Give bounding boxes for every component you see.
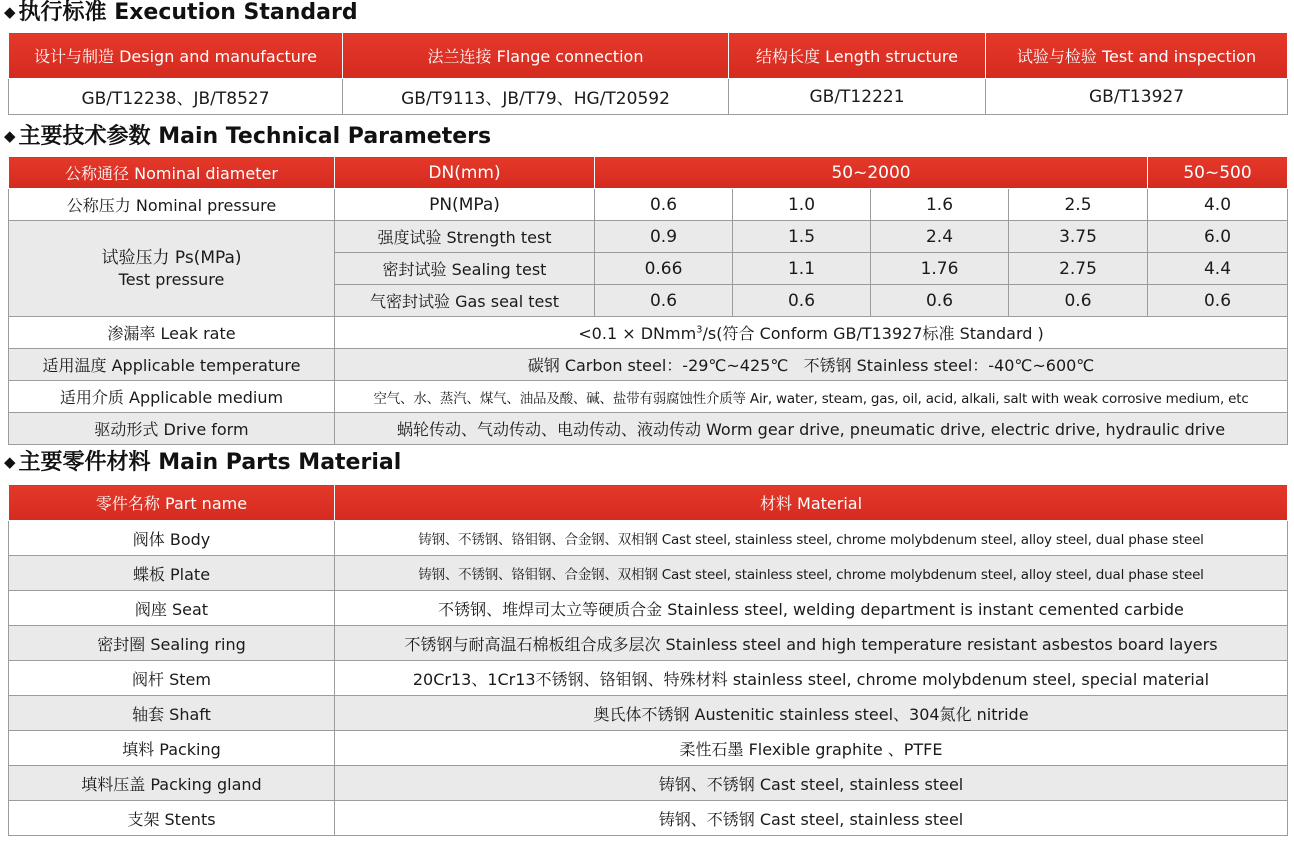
test-pressure-label: 试验压力 Ps(MPa) Test pressure	[9, 221, 335, 317]
execution-value-length: GB/T12221	[729, 79, 986, 115]
medium-label: 适用介质 Applicable medium	[9, 381, 335, 413]
technical-parameters-heading: ◆ 主要技术参数 Main Technical Parameters	[4, 124, 492, 149]
table-row	[9, 661, 1288, 696]
gas-seal-test-value: 0.6	[1148, 285, 1288, 317]
table-row	[9, 556, 1288, 591]
table-row	[9, 731, 1288, 766]
sealing-test-label: 密封试验 Sealing test	[335, 253, 595, 285]
part-material-plate: 铸钢、不锈钢、铬钼钢、合金钢、双相钢 Cast steel, stainless steel, chrome molybdenum steel, alloy steel, dual phase steel	[335, 556, 1288, 591]
leak-rate-value: <0.1 × DNmm$^3$/s(符合 Conform GB/T13927标准 Standard )	[335, 317, 1288, 349]
nominal-pressure-value: 1.6	[871, 189, 1009, 221]
sealing-test-value: 1.76	[871, 253, 1009, 285]
part-name-body: 阀体 Body	[9, 521, 335, 556]
table-row	[9, 766, 1288, 801]
material-header: 材料 Material	[335, 485, 1288, 521]
nominal-pressure-row	[9, 189, 1288, 221]
table-row	[9, 626, 1288, 661]
execution-standard-table	[8, 32, 1288, 115]
technical-parameters-table	[8, 156, 1288, 445]
drive-form-value: 蜗轮传动、气动传动、电动传动、液动传动 Worm gear drive, pneumatic drive, electric drive, hydraulic drive	[335, 413, 1288, 445]
sealing-test-value: 0.66	[595, 253, 733, 285]
part-material-packing-gland: 铸钢、不锈钢 Cast steel, stainless steel	[335, 766, 1288, 801]
nominal-pressure-unit: PN(MPa)	[335, 189, 595, 221]
strength-test-row	[9, 221, 1288, 253]
part-name-packing: 填料 Packing	[9, 731, 335, 766]
execution-header-test: 试验与检验 Test and inspection	[986, 33, 1288, 79]
part-name-plate: 蝶板 Plate	[9, 556, 335, 591]
part-name-stents: 支架 Stents	[9, 801, 335, 836]
nominal-diameter-label: 公称通径 Nominal diameter	[9, 157, 335, 189]
diamond-bullet-icon: ◆	[4, 453, 16, 471]
strength-test-value: 2.4	[871, 221, 1009, 253]
drive-form-label: 驱动形式 Drive form	[9, 413, 335, 445]
nominal-pressure-label: 公称压力 Nominal pressure	[9, 189, 335, 221]
execution-value-row	[9, 79, 1288, 115]
execution-standard-heading: ◆ 执行标准 Execution Standard	[4, 0, 358, 25]
part-material-seat: 不锈钢、堆焊司太立等硬质合金 Stainless steel, welding department is instant cemented carbide	[335, 591, 1288, 626]
temperature-label: 适用温度 Applicable temperature	[9, 349, 335, 381]
execution-header-row	[9, 33, 1288, 79]
nominal-pressure-value: 0.6	[595, 189, 733, 221]
nominal-pressure-value: 2.5	[1009, 189, 1148, 221]
medium-value: 空气、水、蒸汽、煤气、油品及酸、碱、盐带有弱腐蚀性介质等 Air, water, steam, gas, oil, acid, alkali, salt with weak corrosive medium, etc	[335, 381, 1288, 413]
part-material-body: 铸钢、不锈钢、铬钼钢、合金钢、双相钢 Cast steel, stainless steel, chrome molybdenum steel, alloy steel, dual phase steel	[335, 521, 1288, 556]
parts-material-table	[8, 484, 1288, 836]
part-name-sealing-ring: 密封圈 Sealing ring	[9, 626, 335, 661]
table-row	[9, 801, 1288, 836]
drive-form-row	[9, 413, 1288, 445]
strength-test-value: 6.0	[1148, 221, 1288, 253]
execution-header-flange: 法兰连接 Flange connection	[343, 33, 729, 79]
diamond-bullet-icon: ◆	[4, 3, 16, 21]
part-name-shaft: 轴套 Shaft	[9, 696, 335, 731]
part-name-packing-gland: 填料压盖 Packing gland	[9, 766, 335, 801]
strength-test-label: 强度试验 Strength test	[335, 221, 595, 253]
strength-test-value: 1.5	[733, 221, 871, 253]
strength-test-value: 0.9	[595, 221, 733, 253]
medium-row	[9, 381, 1288, 413]
part-material-shaft: 奥氏体不锈钢 Austenitic stainless steel、304氮化 nitride	[335, 696, 1288, 731]
execution-header-design: 设计与制造 Design and manufacture	[9, 33, 343, 79]
gas-seal-test-value: 0.6	[871, 285, 1009, 317]
part-name-stem: 阀杆 Stem	[9, 661, 335, 696]
part-material-sealing-ring: 不锈钢与耐高温石棉板组合成多层次 Stainless steel and high temperature resistant asbestos board layers	[335, 626, 1288, 661]
parts-material-heading: ◆ 主要零件材料 Main Parts Material	[4, 450, 402, 475]
execution-header-length: 结构长度 Length structure	[729, 33, 986, 79]
diamond-bullet-icon: ◆	[4, 127, 16, 145]
nominal-diameter-range-1: 50~2000	[595, 157, 1148, 189]
sealing-test-value: 4.4	[1148, 253, 1288, 285]
strength-test-value: 3.75	[1009, 221, 1148, 253]
nominal-diameter-range-2: 50~500	[1148, 157, 1288, 189]
gas-seal-test-label: 气密封试验 Gas seal test	[335, 285, 595, 317]
sealing-test-value: 1.1	[733, 253, 871, 285]
part-material-stents: 铸钢、不锈钢 Cast steel, stainless steel	[335, 801, 1288, 836]
nominal-diameter-unit: DN(mm)	[335, 157, 595, 189]
nominal-diameter-row	[9, 157, 1288, 189]
temperature-row	[9, 349, 1288, 381]
part-name-seat: 阀座 Seat	[9, 591, 335, 626]
sealing-test-value: 2.75	[1009, 253, 1148, 285]
part-material-stem: 20Cr13、1Cr13不锈钢、铬钼钢、特殊材料 stainless steel, chrome molybdenum steel, special material	[335, 661, 1288, 696]
execution-value-test: GB/T13927	[986, 79, 1288, 115]
table-row	[9, 521, 1288, 556]
gas-seal-test-value: 0.6	[1009, 285, 1148, 317]
nominal-pressure-value: 1.0	[733, 189, 871, 221]
temperature-value: 碳钢 Carbon steel：-29℃~425℃ 不锈钢 Stainless steel：-40℃~600℃	[335, 349, 1288, 381]
execution-value-design: GB/T12238、JB/T8527	[9, 79, 343, 115]
parts-material-header-row	[9, 485, 1288, 521]
leak-rate-row	[9, 317, 1288, 349]
nominal-pressure-value: 4.0	[1148, 189, 1288, 221]
gas-seal-test-value: 0.6	[595, 285, 733, 317]
part-name-header: 零件名称 Part name	[9, 485, 335, 521]
table-row	[9, 591, 1288, 626]
leak-rate-label: 渗漏率 Leak rate	[9, 317, 335, 349]
table-row	[9, 696, 1288, 731]
gas-seal-test-value: 0.6	[733, 285, 871, 317]
execution-value-flange: GB/T9113、JB/T79、HG/T20592	[343, 79, 729, 115]
part-material-packing: 柔性石墨 Flexible graphite 、PTFE	[335, 731, 1288, 766]
